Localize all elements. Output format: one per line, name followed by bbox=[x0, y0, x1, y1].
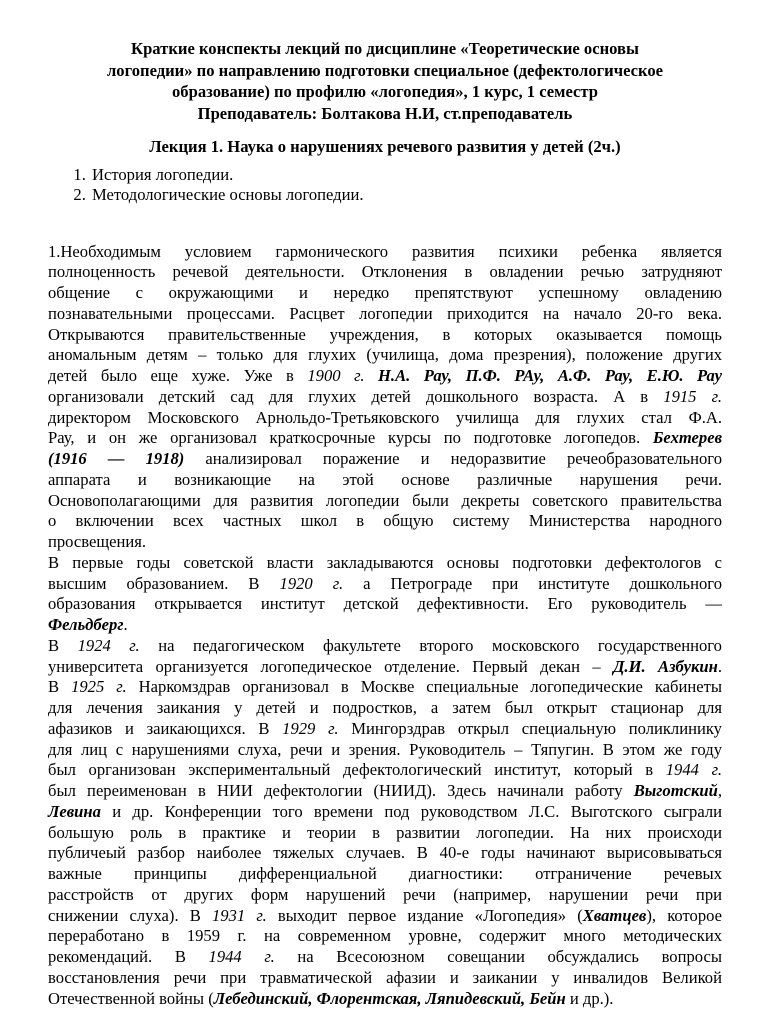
person-names: Н.А. Рау, П.Ф. РАу, А.Ф. Рау, Е.Ю. Рау bbox=[378, 366, 722, 385]
person-name: Хватцев bbox=[583, 906, 647, 925]
person-names: Лебединский, Флорентская, Ляпидевский, Бейн bbox=[214, 989, 566, 1008]
text-line: для лечения заикания у детей и подростков, а затем был открыт стационар для bbox=[48, 698, 722, 719]
text-line: Левина и др. Конференции того времени под руководством Л.С. Выготского сыграли bbox=[48, 802, 722, 823]
year-mention: 1900 г. bbox=[307, 366, 364, 385]
year-mention: 1929 г. bbox=[282, 719, 338, 738]
text-line: переработано в 1959 г. на современном уровне, содержит много методических bbox=[48, 926, 722, 947]
lecture-body bbox=[48, 242, 722, 1009]
header-teacher-line: Преподаватель: Болтакова Н.И, ст.преподаватель bbox=[48, 103, 722, 125]
text-line: афазиков и заикающихся. В 1929 г. Мингорздрав открыл специальную поликлинику bbox=[48, 719, 722, 740]
year-mention: 1944 г. bbox=[209, 947, 275, 966]
text-line: познавательными процессами. Расцвет логопедии приходится на начало 20-го века. bbox=[48, 304, 722, 325]
text-line: Основополагающими для развития логопедии были декреты советского правительства bbox=[48, 491, 722, 512]
years-mention: (1916 — 1918) bbox=[48, 449, 184, 468]
text-line: организовали детский сад для глухих детей дошкольного возраста. А в 1915 г. bbox=[48, 387, 722, 408]
year-mention: 1931 г. bbox=[212, 906, 267, 925]
text-line: высшим образованием. В 1920 г. а Петрограде при институте дошкольного bbox=[48, 574, 722, 595]
text-line: Отечественной войны (Лебединский, Флорентская, Ляпидевский, Бейн и др.). bbox=[48, 989, 722, 1009]
text-line: Рау, и он же организовал краткосрочные курсы по подготовке логопедов. Бехтерев bbox=[48, 428, 722, 449]
text-line: детей было еще хуже. Уже в 1900 г. Н.А. Рау, П.Ф. РАу, А.Ф. Рау, Е.Ю. Рау bbox=[48, 366, 722, 387]
year-mention: 1915 г. bbox=[663, 387, 722, 406]
text-line: образования открывается институт детской дефективности. Его руководитель — bbox=[48, 594, 722, 615]
paragraph-institutions bbox=[48, 636, 722, 1009]
text-line: снижении слуха). В 1931 г. выходит первое издание «Логопедия» (Хватцев), которое bbox=[48, 906, 722, 927]
text-line: В 1924 г. на педагогическом факультете второго московского государственного bbox=[48, 636, 722, 657]
header-line: образование) по профилю «логопедия», 1 курс, 1 семестр bbox=[48, 81, 722, 103]
text-line: был организован экспериментальный дефектологический институт, который в 1944 г. bbox=[48, 760, 722, 781]
text-line: большую роль в практике и теории в развитии логопедии. На них происходи bbox=[48, 823, 722, 844]
text-line: о включении всех частных школ в общую систему Министерства народного bbox=[48, 511, 722, 532]
text-line: 1.Необходимым условием гармонического развития психики ребенка является bbox=[48, 242, 722, 263]
lecture-title: Лекция 1. Наука о нарушениях речевого развития у детей (2ч.) bbox=[48, 136, 722, 158]
text-line: общение с окружающими и нередко препятствуют успешному овладению bbox=[48, 283, 722, 304]
text-line: директором Московского Арнольдо-Третьяковского училища для глухих стал Ф.А. bbox=[48, 408, 722, 429]
text-line: полноценность речевой деятельности. Отклонения в овладении речью затрудняют bbox=[48, 262, 722, 283]
text-line: Открываются правительственные учреждения, в которых оказывается помощь bbox=[48, 325, 722, 346]
text-line: важные принципы дифференциальной диагностики: отграничение речевых bbox=[48, 864, 722, 885]
year-mention: 1920 г. bbox=[280, 574, 344, 593]
lecture-plan-list bbox=[48, 165, 722, 206]
text-line: просвещения. bbox=[48, 532, 722, 553]
year-mention: 1924 г. bbox=[78, 636, 140, 655]
text-line: (1916 — 1918) анализировал поражение и недоразвитие речеобразовательного bbox=[48, 449, 722, 470]
text-line: восстановления речи при травматической афазии и заикании у инвалидов Великой bbox=[48, 968, 722, 989]
text-line: университета организуется логопедическое отделение. Первый декан – Д.И. Азбукин. bbox=[48, 657, 722, 678]
year-mention: 1944 г. bbox=[666, 760, 722, 779]
person-name: Левина bbox=[48, 802, 101, 821]
paragraph-soviet-years bbox=[48, 553, 722, 636]
header-line: логопедии» по направлению подготовки специальное (дефектологическое bbox=[48, 60, 722, 82]
text-line: аппарата и возникающие на этой основе различные нарушения речи. bbox=[48, 470, 722, 491]
text-line: В 1925 г. Наркомздрав организовал в Москве специальные логопедические кабинеты bbox=[48, 677, 722, 698]
text-line: рекомендаций. В 1944 г. на Всесоюзном совещании обсуждались вопросы bbox=[48, 947, 722, 968]
text-line: расстройств от других форм нарушений речи (например, нарушении речи при bbox=[48, 885, 722, 906]
person-name: Бехтерев bbox=[653, 428, 722, 447]
year-mention: 1925 г. bbox=[71, 677, 127, 696]
text-line: Фельдберг. bbox=[48, 615, 722, 636]
text-line: был переименован в НИИ дефектологии (НИИД). Здесь начинали работу Выготский, bbox=[48, 781, 722, 802]
text-line: аномальным детям – только для глухих (училища, дома презрения), положение других bbox=[48, 345, 722, 366]
text-line: для лиц с нарушениями слуха, речи и зрения. Руководитель – Тяпугин. В этом же году bbox=[48, 740, 722, 761]
person-name: Д.И. Азбукин bbox=[613, 657, 718, 676]
person-name: Фельдберг bbox=[48, 615, 123, 634]
document-header bbox=[48, 38, 722, 124]
paragraph-history-intro bbox=[48, 242, 722, 553]
text-line: В первые годы советской власти закладываются основы подготовки дефектологов с bbox=[48, 553, 722, 574]
lecture-plan-item: 2. Методологические основы логопедии. bbox=[90, 185, 722, 206]
lecture-plan-item: 1. История логопедии. bbox=[90, 165, 722, 186]
person-name: Выготский bbox=[634, 781, 718, 800]
text-line: публичеый разбор наиболее тяжелых случаев. В 40-е годы начинают вырисовываться bbox=[48, 843, 722, 864]
header-line: Краткие конспекты лекций по дисциплине «Теоретические основы bbox=[48, 38, 722, 60]
